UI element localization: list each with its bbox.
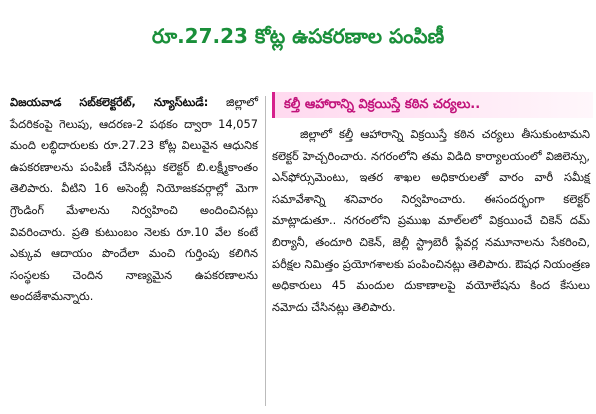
left-article-body: జిల్లాలో పేదరికంపై గెలుపు, ఆదరణ-2 పథకం ద్వారా 14,057 మంది లబ్ధిదారులకు రూ.27.23 కోట్ల విలువైన ఆధునిక ఉపకరణాలను పంపిణీ చేసినట్లు కలెక్టర్ బి.లక్ష్మీకాంతం తెలిపారు. వీటిని 16 అసెంబ్లీ నియోజకవర్గాల్లో మెగా గ్రౌండింగ్ మేళాలను నిర్వహించి అందించినట్లు వివరించారు. ప్రతి కుటుంబం నెలకు రూ.10 వేల కంటే ఎక్కువ ఆదాయం పొందేలా మంచి గుర్తింపు కలిగిన సంస్థలకు చెందిన నాణ్యమైన ఉపకరణాలను అందజేశామన్నారు. xyxy=(10,95,258,304)
subheadline: కల్తీ ఆహారాన్ని విక్రయిస్తే కఠిన చర్యలు.. xyxy=(284,97,481,112)
dateline: విజయవాడ సబ్‌కలెక్టరేట్, న్యూస్‌టుడే: xyxy=(10,95,209,109)
headline: రూ.27.23 కోట్ల ఉపకరణాల పంపిణీ xyxy=(151,24,445,48)
right-article-body: జిల్లాలో కల్తీ ఆహారాన్ని విక్రయిస్తే కఠిన చర్యలు తీసుకుంటామని కలెక్టర్ హెచ్చరించారు. నగరంలోని తమ విడిది కార్యాలయంలో విజిలెన్సు, ఎన్‌ఫోర్సుమెంటు, ఇతర శాఖల అధికారులతో వారం వారీ సమీక్ష సమావేశాన్ని శనివారం నిర్వహించారు. ఈసందర్భంగా కలెక్టర్ మాట్లాడుతూ.. నగరంలోని ప్రముఖ మాల్‌లలో విక్రయించే చికెన్ దమ్ బిర్యానీ, తందూరి చికెన్, జెల్లీ స్ట్రాబెరీ ఫ్లేవర్ల నమూనాలను సేకరించి, పరీక్షల నిమిత్తం ప్రయోగశాలకు పంపించినట్లు తెలిపారు. ఔషధ నియంత్రణ అధికారులు 45 మందుల దుకాణాలపై వయోలేషను కింద కేసులు నమోదు చేసినట్లు తెలిపారు. xyxy=(272,127,590,314)
column-divider xyxy=(265,96,266,406)
left-article xyxy=(10,92,258,308)
